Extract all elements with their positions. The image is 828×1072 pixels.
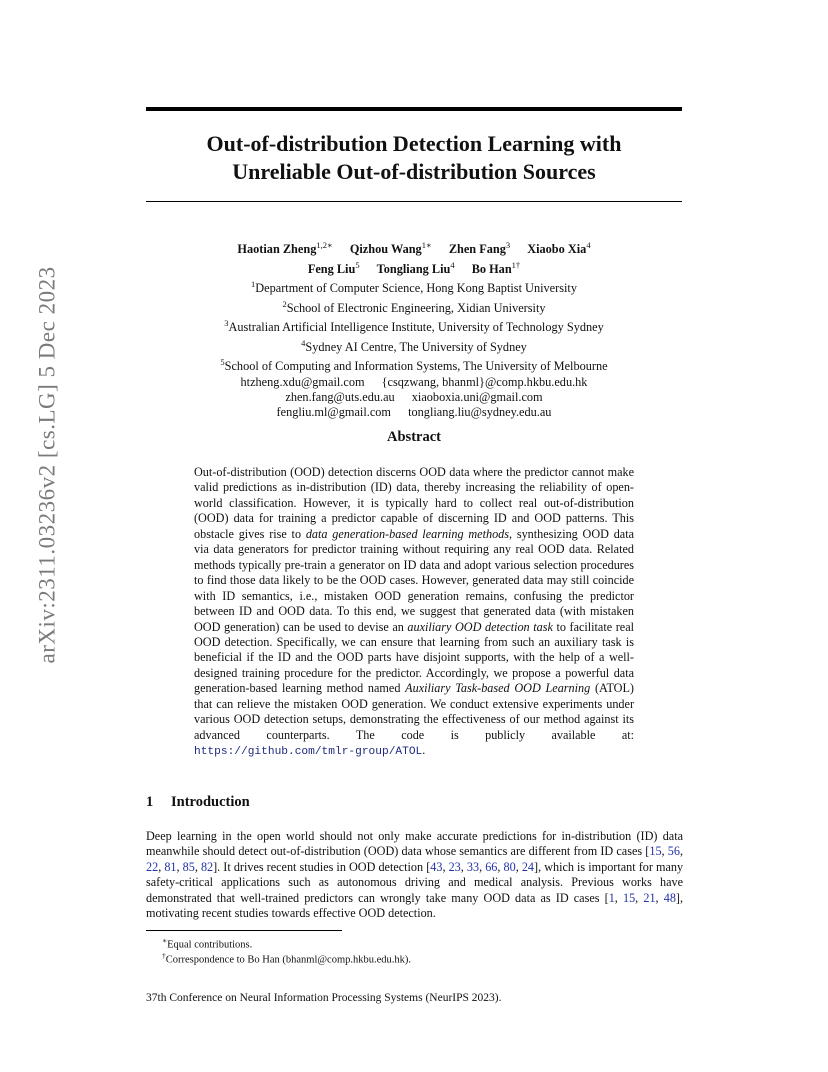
section-heading-introduction: 1 Introduction bbox=[146, 794, 250, 810]
author: Xiaobo Xia$^4$ bbox=[527, 240, 591, 257]
citation-link[interactable]: 21 bbox=[643, 890, 656, 905]
citation-link[interactable]: 15 bbox=[622, 890, 636, 905]
author: Haotian Zheng$^{1,2∗}$ bbox=[237, 240, 333, 257]
affiliation: $^2$School of Electronic Engineering, Xidian University bbox=[282, 298, 546, 315]
citation-link[interactable]: 33 bbox=[466, 859, 480, 874]
email: fengliu.ml@gmail.com bbox=[276, 405, 391, 420]
author-row-2 bbox=[146, 258, 682, 278]
citation-link[interactable]: 15 bbox=[649, 844, 662, 859]
citation-link[interactable]: 43 bbox=[430, 859, 443, 874]
arxiv-side-stamp: arXiv:2311.03236v2 [cs.LG] 5 Dec 2023 bbox=[34, 266, 60, 664]
footnote-correspondence: †Correspondence to Bo Han (bhanml@comp.hkbu.edu.hk). bbox=[162, 951, 412, 966]
author: Qizhou Wang$^{1∗}$ bbox=[349, 240, 432, 257]
email: htzheng.xdu@gmail.com bbox=[240, 374, 365, 389]
affiliation: $^5$School of Computing and Information Systems, The University of Melbourne bbox=[220, 357, 608, 374]
citation-link[interactable]: 22 bbox=[146, 859, 159, 874]
author: Feng Liu$^5$ bbox=[307, 259, 360, 276]
citation-link[interactable]: 56 bbox=[667, 844, 680, 859]
abstract-body: Out-of-distribution (OOD) detection discerns OOD data where the predictor cannot make valid predictions as in-distribution (ID) data, thereby increasing the reliability of open-world classification. However, it is typically hard to collect real out-of-distribution (OOD) data for training a predictor capable of discerning ID and OOD patterns. This obstacle gives rise to data generation-based learning methods, synthesizing OOD data via data generators for predictor training without requiring any real OOD data. Related methods typically pre-train a generator on ID data and adopt various selection procedures to find those data likely to be the OOD cases. However, generated data may still coincide with ID semantics, i.e., mistaken OOD generation remains, confusing the predictor between ID and OOD data. To this end, we suggest that generated data (with mistaken OOD generation) can be used to devise an auxiliary OOD detection task to facilitate real OOD detection. Specifically, we can ensure that learning from such an auxiliary task is beneficial if the ID and the OOD parts have disjoint supports, with the help of a well-designed training procedure for the predictor. Accordingly, we propose a powerful data generation-based learning method named Auxiliary Task-based OOD Learning (ATOL) that can relieve the mistaken OOD generation. We conduct extensive experiments under various OOD detection setups, demonstrating the effectiveness of our method against its advanced counterparts. The code is publicly available at: https://github.com/tmlr-group/ATOL. bbox=[194, 465, 635, 759]
citation-link[interactable]: 24 bbox=[521, 859, 535, 874]
title-line-2: Unreliable Out-of-distribution Sources bbox=[232, 159, 596, 184]
affiliation: $^3$Australian Artificial Intelligence Institute, University of Technology Sydney bbox=[224, 318, 604, 335]
citation-link[interactable]: 48 bbox=[663, 890, 676, 905]
paper-title bbox=[146, 130, 682, 186]
citation-link[interactable]: 85 bbox=[182, 859, 195, 874]
email-row bbox=[146, 405, 682, 420]
conference-footer: 37th Conference on Neural Information Processing Systems (NeurIPS 2023). bbox=[146, 992, 502, 1004]
code-link[interactable]: https://github.com/tmlr-group/ATOL bbox=[194, 746, 423, 759]
title-line-1: Out-of-distribution Detection Learning with bbox=[206, 131, 622, 156]
author: Zhen Fang$^3$ bbox=[448, 240, 511, 257]
email-row bbox=[146, 390, 682, 405]
affiliation: $^4$Sydney AI Centre, The University of Sydney bbox=[301, 337, 527, 354]
email: {csqzwang, bhanml}@comp.hkbu.edu.hk bbox=[381, 374, 588, 389]
email-row bbox=[146, 375, 682, 390]
title-bottom-rule bbox=[146, 201, 682, 202]
footnote-equal-contribution: ∗Equal contributions. bbox=[162, 936, 253, 951]
author-row-1 bbox=[146, 238, 682, 258]
citation-link[interactable]: 23 bbox=[448, 859, 461, 874]
abstract-heading: Abstract bbox=[387, 429, 441, 445]
citation-link[interactable]: 66 bbox=[485, 859, 498, 874]
citation-link[interactable]: 82 bbox=[200, 859, 214, 874]
email: tongliang.liu@sydney.edu.au bbox=[408, 405, 552, 420]
footnote-rule bbox=[146, 930, 342, 931]
title-top-rule bbox=[146, 107, 682, 111]
citation-link[interactable]: 81 bbox=[164, 859, 177, 874]
email: xiaoboxia.uni@gmail.com bbox=[411, 389, 543, 404]
citation-link[interactable]: 1 bbox=[608, 890, 615, 905]
email: zhen.fang@uts.edu.au bbox=[285, 389, 395, 404]
author: Tongliang Liu$^4$ bbox=[376, 259, 455, 276]
introduction-paragraph: Deep learning in the open world should not only make accurate predictions for in-distribution (ID) data meanwhile should detect out-of-distribution (OOD) data whose semantics are different from ID cases [15, 56, 22, 81, 85, 82]. It drives recent studies in OOD detection [43, 23, 33, 66, 80, 24], which is important for many safety-critical applications such as autonomous driving and medical analysis. Previous works have demonstrated that well-trained predictors can wrongly take many OOD data as ID cases [1, 15, 21, 48], motivating recent studies towards effective OOD detection. bbox=[146, 829, 684, 921]
citation-link[interactable]: 80 bbox=[503, 859, 516, 874]
affiliation: $^1$Department of Computer Science, Hong Kong Baptist University bbox=[251, 279, 577, 296]
author: Bo Han$^{1\dagger}$ bbox=[471, 259, 521, 276]
author-block bbox=[146, 238, 682, 421]
